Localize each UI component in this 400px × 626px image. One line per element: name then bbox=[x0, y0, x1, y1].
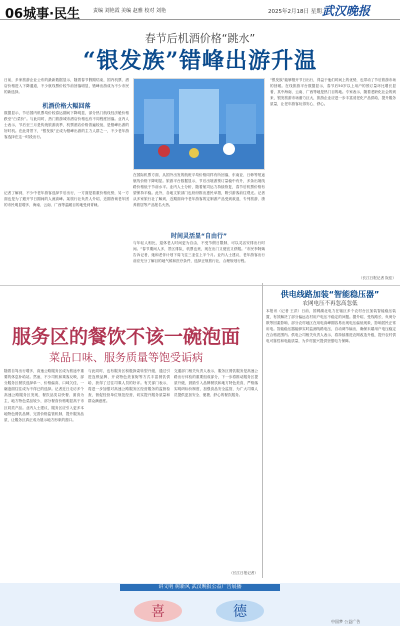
section-divider bbox=[0, 285, 400, 286]
story1-col1-body2: 记者了解到，不少中老年游客选择节后出行，一方面是看重价格优势，另一方面也是为了避开节日期间的人流高峰。某旅行社负责人介绍，近期咨询老年团的市民明显增多，海南、云南、广西等温暖目的地受到青睐。 bbox=[4, 191, 129, 208]
side-body: 本报讯（记者 王洪）日前，国网湖北电力在辖区多个农村台区加装智能稳压装置，有效解决了部分偏远农村用户电压不稳定的问题。据介绍，受线路长、负荷分散等因素影响，部分农村地区在用电高峰期容易出现电压偏低现象，影响居民正常用电。智能稳压器能够实时监测线路电压，自动调节输出，确保末端用户电压稳定在合格范围内。供电公司相关负责人表示，将持续推进农网改造升级，提升农村供电可靠性和电能质量，为乡村振兴提供坚强电力保障。 bbox=[266, 309, 396, 344]
svg-text:喜: 喜 bbox=[151, 604, 165, 620]
story2-subheadline: 菜品口味、服务质量等饱受诟病 bbox=[49, 351, 203, 364]
story2-col2-body: 与此同时，也有服务区积极探索转型升级，通过引进连锁品牌、开设特色美食街等方式丰富餐饮供给，获得了过往司乘人员的好评。有关部门表示，将进一步加强对高速公路服务区经营服务的监督检查，督促经营单位规范经营，切实提升服务质量和群众满意度。 bbox=[88, 369, 170, 404]
side-headline: 供电线路加装“智能稳压器” bbox=[280, 290, 380, 299]
story1-col2-body: 在国际机票方面，从国外出发的航班平均价格同样有所回落，东南亚、日韩等短途航线价格下降明显。旅游平台数据显示，节后出境游预订量稳中有升，多条出境线路价格低于节前水平。业内人士分析，随着航司运力持续恢复，春节后机票价格有望保持平稳。此外，各地文旅部门也纷纷推出惠民举措，吸引游客前往观光。记者从多家旅行社了解到，近期面向中老年游客的定制游产品受到欢迎，专列旅游、康养旅居等产品报名火热。 bbox=[133, 173, 265, 208]
story1-subhead-1: 机酒价格大幅回落 bbox=[42, 103, 91, 110]
story1-kicker: 春节后机酒价格“跳水” bbox=[144, 32, 256, 45]
ad-banner: 讲文明 树新风 武汉晚报公益广告展播 bbox=[120, 584, 280, 591]
story2-byline: （长江日报记者） bbox=[229, 571, 258, 575]
airport-photo-illustration bbox=[134, 79, 265, 170]
section-label: 06城事·民生 bbox=[5, 7, 81, 22]
masthead-logo: 武汉晚报 bbox=[322, 4, 371, 18]
ad-character-illustration-2 bbox=[210, 595, 270, 623]
story1-subhead-2: 时间灵活显“自由行” bbox=[171, 233, 227, 240]
side-subheadline: 农网电压不再忽高忽低 bbox=[302, 301, 358, 307]
story1-col4-body: “银发族”能够错开节日出行，得益于他们时间上的优势，也带动了节后旅游市场的回暖。在线旅游平台数据显示，春节后50岁以上用户的预订量环比增长显著，其中海南、云南、广西等地是热门目的地。专家表示，随着老龄化社会的到来，银发旅游市场潜力巨大，旅游企业应进一步丰富适老化产品供给，提升服务质量，让老年游客玩得安心、舒心。 bbox=[270, 78, 396, 107]
issue-date: 2025年2月18日 星期二 bbox=[268, 9, 328, 15]
story2-col1-body: 随着自驾出行增多，高速公路服务区成为旅途中重要的休息补给站。然而，不少司机和乘客反映，部分服务区餐饮选择单一、价格偏高、口味欠佳，一碗泡面往往成为不得已的选择。记者近日走访多个高速公路服务区发现，餐饮品类以快餐、面食为主，地方特色菜品较少，部分餐食价格明显高于市区同类产品。业内人士建议，服务区应引入更多本地特色餐饮品牌，完善价格监管机制，提升服务品质，让服务区真正成为展示地方形象的窗口。 bbox=[4, 369, 84, 422]
ad-character-illustration bbox=[128, 595, 188, 623]
story1-col1-body: 数据显示，节后国内机票均价较春运期间下降明显，部分热门航线经济舱价格跌至“白菜价”。与此同时，热门旅游城市酒店价格也有不同程度回落。业内人士表示，节后至三月是传统旅游淡季，机票酒店价格普遍较低，是错峰出游的好时机。在此背景下，“银发族”正成为错峰出游的主力人群之一，不少老年游客选择在这一时段出行。 bbox=[4, 111, 129, 140]
editors-line: 责编 刘艳霞 美编 赵雅 校对 刘艳 bbox=[93, 8, 166, 14]
svg-text:德: 德 bbox=[233, 604, 247, 620]
story1-byline: （长江日报记者 阮佳） bbox=[358, 276, 396, 280]
story1-photo bbox=[133, 78, 265, 170]
column-rule bbox=[262, 283, 263, 578]
story1-lead: 日前，多家旅游企业公布的最新数据显示，随着春节假期结束，国内机票、酒店价格进入下降通道，不少航线票价较节前回落明显，错峰出游成为不少市民的新选择。 bbox=[4, 78, 129, 95]
story1-col3-body: 与年轻人相比，退休老人时间更为自由，不受节假日限制，可以灵活安排出行时间。“春节期间人多，景区排队，机票也贵，现在出门又便宜又舒服。”市民李阿姨告诉记者，她和老伴计划下周飞往三亚住上半个月。业内人士建议，老年游客出行前应充分了解目的地气候和医疗条件，选择正规旅行社，合理规划行程。 bbox=[133, 241, 265, 264]
story2-headline: 服务区的餐饮不该一碗泡面 bbox=[11, 326, 240, 348]
page-header bbox=[0, 0, 400, 20]
story2-col3-body: 交通部门相关负责人表示，服务区餐饮服务是高速公路出行体验的重要组成部分，下一步将推动服务区提质升级，鼓励引入品牌餐饮和地方特色美食，严格落实明码标价制度，加强食品安全监管，为广大司乘人员提供更加安全、便捷、舒心的餐饮服务。 bbox=[174, 369, 258, 398]
footer-note: 中国梦 公益广告 bbox=[331, 619, 361, 624]
story1-headline: “银发族”错峰出游升温 bbox=[82, 48, 318, 74]
